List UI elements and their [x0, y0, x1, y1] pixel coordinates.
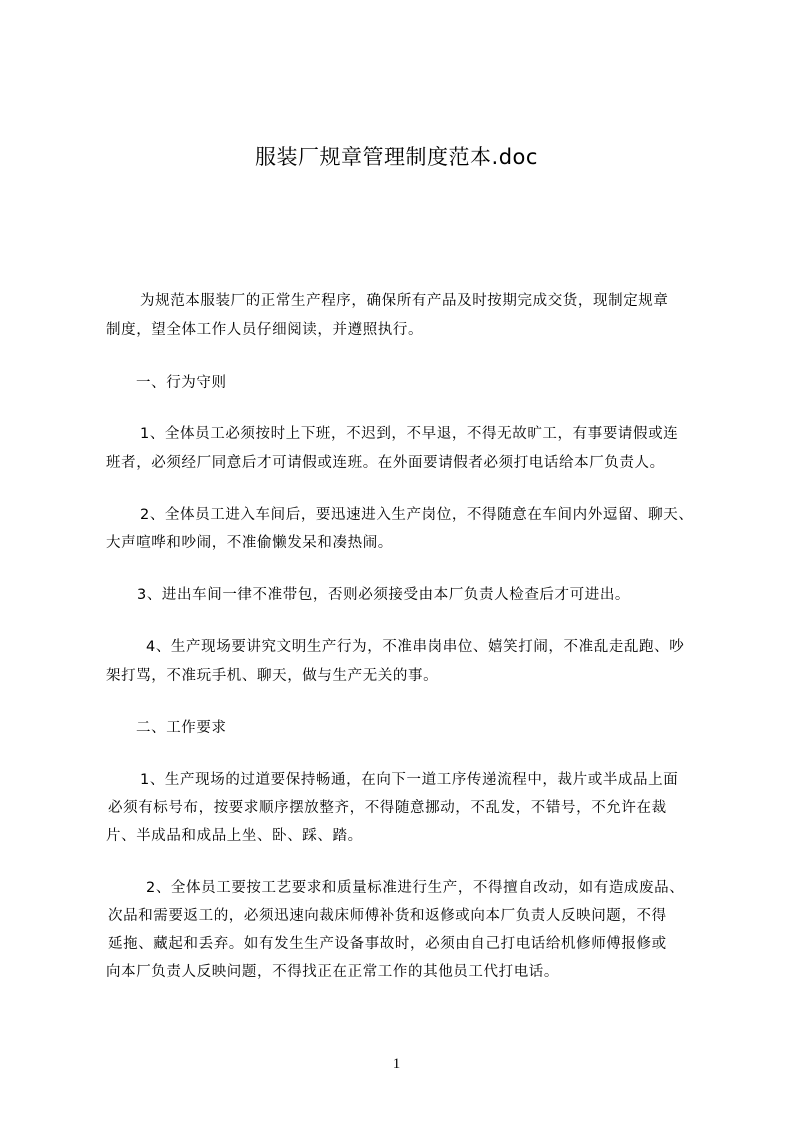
- intro-line-1: 为规范本服装厂的正常生产程序，确保所有产品及时按期完成交货，现制定规章: [140, 293, 669, 309]
- section-2-item-1-line-3: 片、半成品和成品上坐、卧、踩、踏。: [106, 828, 363, 844]
- document-title: 服装厂规章管理制度范本.doc: [255, 145, 538, 169]
- section-1-item-3-line-1: 3、进出车间一律不准带包，否则必须接受由本厂负责人检查后才可进出。: [137, 587, 631, 603]
- section-2-item-2-line-3: 延拖、藏起和丢弃。如有发生生产设备事故时，必须由自己打电话给机修师傅报修或: [108, 936, 667, 952]
- section-1-item-1-line-1: 1、全体员工必须按时上下班，不迟到，不早退，不得无故旷工，有事要请假或连: [140, 426, 679, 442]
- section-1-item-2-line-1: 2、全体员工进入车间后，要迅速进入生产岗位，不得随意在车间内外逗留、聊天、: [140, 507, 694, 523]
- section-1-item-1-line-2: 班者，必须经厂同意后才可请假或连班。在外面要请假者必须打电话给本厂负责人。: [106, 455, 665, 471]
- section-1-item-4-line-2: 架打骂，不准玩手机、聊天，做与生产无关的事。: [106, 668, 439, 684]
- section-2-item-1-line-1: 1、生产现场的过道要保持畅通，在向下一道工序传递流程中，裁片或半成品上面: [140, 772, 679, 788]
- section-2-heading: 二、工作要求: [136, 720, 227, 736]
- section-1-heading: 一、行为守则: [136, 375, 227, 391]
- intro-line-2: 制度，望全体工作人员仔细阅读，并遵照执行。: [106, 322, 424, 338]
- section-2-item-2-line-1: 2、全体员工要按工艺要求和质量标准进行生产，不得擅自改动，如有造成废品、: [146, 880, 685, 896]
- page-number: 1: [392, 1056, 401, 1072]
- section-1-item-2-line-2: 大声喧哗和吵闹，不准偷懒发呆和凑热闹。: [106, 535, 393, 551]
- section-1-item-4-line-1: 4、生产现场要讲究文明生产行为，不准串岗串位、嬉笑打闹，不准乱走乱跑、吵: [146, 639, 685, 655]
- section-2-item-2-line-2: 次品和需要返工的，必须迅速向裁床师傅补货和返修或向本厂负责人反映问题，不得: [108, 908, 667, 924]
- section-2-item-2-line-4: 向本厂负责人反映问题，不得找正在正常工作的其他员工代打电话。: [106, 964, 559, 980]
- section-2-item-1-line-2: 必须有标号布，按要求顺序摆放整齐，不得随意挪动，不乱发，不错号，不允许在裁: [108, 800, 667, 816]
